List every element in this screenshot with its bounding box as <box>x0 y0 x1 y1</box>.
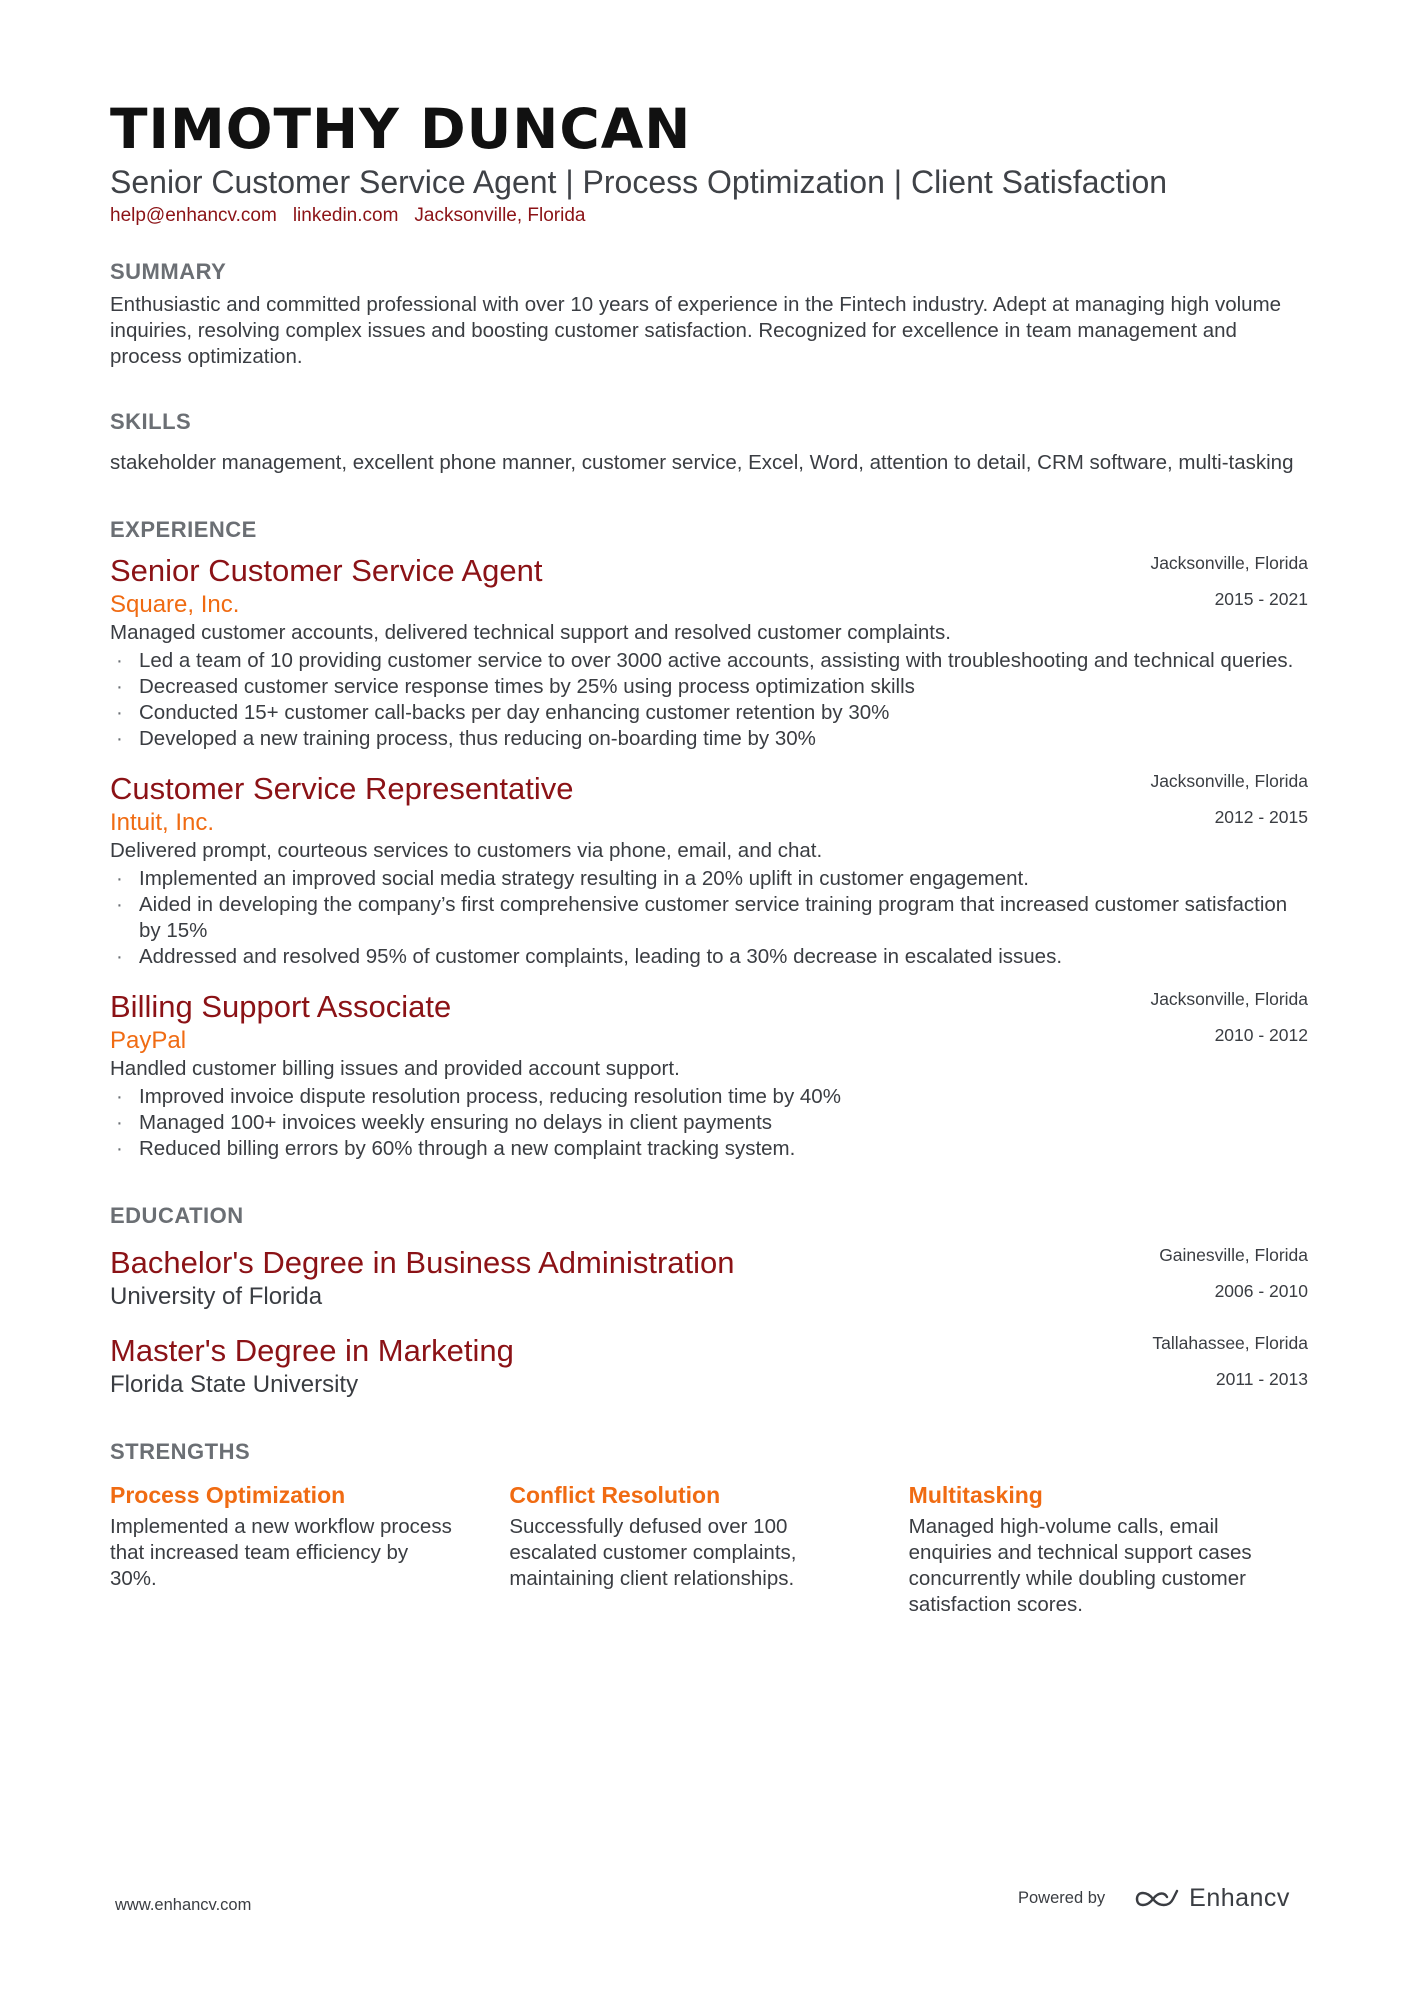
job-entry <box>110 988 1308 1162</box>
job-title: Billing Support Associate <box>110 989 452 1024</box>
contact-line <box>110 204 1308 228</box>
section-heading-education: EDUCATION <box>110 1203 244 1228</box>
job-location: Jacksonville, Florida <box>1150 553 1308 573</box>
strength-title: Conflict Resolution <box>509 1482 721 1508</box>
section-heading-strengths: STRENGTHS <box>110 1439 251 1464</box>
job-meta <box>1150 770 1308 828</box>
school-name: University of Florida <box>110 1283 323 1310</box>
powered-by-label: Powered by <box>1018 1889 1106 1907</box>
job-title: Senior Customer Service Agent <box>110 553 543 588</box>
strength-item <box>909 1480 1308 1618</box>
job-bullet: · Improved invoice dispute resolution process, reducing resolution time by 40% <box>110 1084 1308 1110</box>
education-meta <box>1159 1244 1308 1302</box>
education-entry <box>110 1332 1308 1400</box>
degree-title: Bachelor's Degree in Business Administration <box>110 1245 735 1280</box>
education-entry <box>110 1244 1308 1312</box>
strengths-section <box>110 1438 1308 1618</box>
candidate-title: Senior Customer Service Agent | Process Optimization | Client Satisfaction <box>110 164 1168 200</box>
job-location: Jacksonville, Florida <box>1150 989 1308 1009</box>
job-meta <box>1150 988 1308 1046</box>
school-name: Florida State University <box>110 1371 359 1398</box>
footer-branding <box>1018 1884 1290 1913</box>
footer-website[interactable]: www.enhancv.com <box>115 1896 252 1914</box>
candidate-name: TIMOTHY DUNCAN <box>110 97 692 161</box>
strengths-grid <box>110 1480 1308 1618</box>
section-heading-skills: SKILLS <box>110 409 192 434</box>
summary-section <box>110 258 1308 370</box>
education-dates: 2011 - 2013 <box>1215 1369 1308 1389</box>
summary-text: Enthusiastic and committed professional with over 10 years of experience in the Fintech industry. Adept at managing high volume inquiries, resolving complex issues and boosting customer satisfaction. Recognized for excellence in team management and process optimization. <box>110 293 1282 368</box>
job-company: Square, Inc. <box>110 591 240 618</box>
education-location: Tallahassee, Florida <box>1152 1333 1308 1353</box>
education-meta <box>1152 1332 1308 1390</box>
job-dates: 2015 - 2021 <box>1214 589 1308 609</box>
education-dates: 2006 - 2010 <box>1214 1281 1308 1301</box>
job-bullets <box>110 648 1308 752</box>
section-heading-experience: EXPERIENCE <box>110 517 257 542</box>
skills-text: stakeholder management, excellent phone manner, customer service, Excel, Word, attention to detail, CRM software, multi-tasking <box>110 451 1294 474</box>
job-bullets <box>110 866 1308 970</box>
experience-section <box>110 516 1308 1162</box>
job-entry <box>110 770 1308 970</box>
strength-description: Managed high-volume calls, email enquiries and technical support cases concurrently while doubling customer satisfaction scores. <box>908 1515 1252 1616</box>
education-location: Gainesville, Florida <box>1159 1245 1308 1265</box>
strength-title: Process Optimization <box>110 1482 346 1508</box>
job-company: PayPal <box>110 1027 187 1054</box>
job-bullet: · Decreased customer service response times by 25% using process optimization skills <box>110 674 1308 700</box>
job-bullet: · Implemented an improved social media strategy resulting in a 20% uplift in customer engagement. <box>110 866 1308 892</box>
job-bullet: · Aided in developing the company’s first comprehensive customer service training program that increased customer satisfaction by 15% <box>110 892 1308 944</box>
job-bullet: · Addressed and resolved 95% of customer complaints, leading to a 30% decrease in escalated issues. <box>110 944 1308 970</box>
job-bullet: · Reduced billing errors by 60% through a new complaint tracking system. <box>110 1136 1308 1162</box>
degree-title: Master's Degree in Marketing <box>110 1333 514 1368</box>
job-description: Handled customer billing issues and provided account support. <box>110 1057 680 1080</box>
job-bullet: · Managed 100+ invoices weekly ensuring no delays in client payments <box>110 1110 1308 1136</box>
resume-page <box>110 96 1308 1618</box>
contact-location: Jacksonville, Florida <box>414 205 586 226</box>
job-bullet: · Led a team of 10 providing customer service to over 3000 active accounts, assisting with troubleshooting and technical queries. <box>110 648 1308 674</box>
job-meta <box>1150 552 1308 610</box>
job-bullet: · Developed a new training process, thus reducing on-boarding time by 30% <box>110 726 1308 752</box>
job-description: Delivered prompt, courteous services to customers via phone, email, and chat. <box>110 839 823 862</box>
job-entry <box>110 552 1308 752</box>
job-bullet: · Conducted 15+ customer call-backs per day enhancing customer retention by 30% <box>110 700 1308 726</box>
job-title: Customer Service Representative <box>110 771 574 806</box>
contact-linkedin[interactable]: linkedin.com <box>292 205 399 226</box>
job-dates: 2012 - 2015 <box>1214 807 1308 827</box>
job-company: Intuit, Inc. <box>110 809 215 836</box>
education-section <box>110 1202 1308 1400</box>
contact-email[interactable]: help@enhancv.com <box>110 205 277 226</box>
strength-title: Multitasking <box>908 1482 1043 1508</box>
skills-section <box>110 408 1308 476</box>
brand-name: Enhancv <box>1189 1884 1290 1912</box>
enhancv-logo-icon <box>1133 1887 1179 1911</box>
strength-item <box>110 1480 509 1618</box>
job-bullets <box>110 1084 1308 1162</box>
strength-description: Implemented a new workflow process that increased team efficiency by 30%. <box>110 1515 452 1590</box>
job-dates: 2010 - 2012 <box>1214 1025 1308 1045</box>
job-location: Jacksonville, Florida <box>1150 771 1308 791</box>
job-description: Managed customer accounts, delivered technical support and resolved customer complaints. <box>110 621 951 644</box>
section-heading-summary: SUMMARY <box>110 259 227 284</box>
strength-item <box>509 1480 908 1618</box>
strength-description: Successfully defused over 100 escalated customer complaints, maintaining client relationships. <box>509 1515 797 1590</box>
